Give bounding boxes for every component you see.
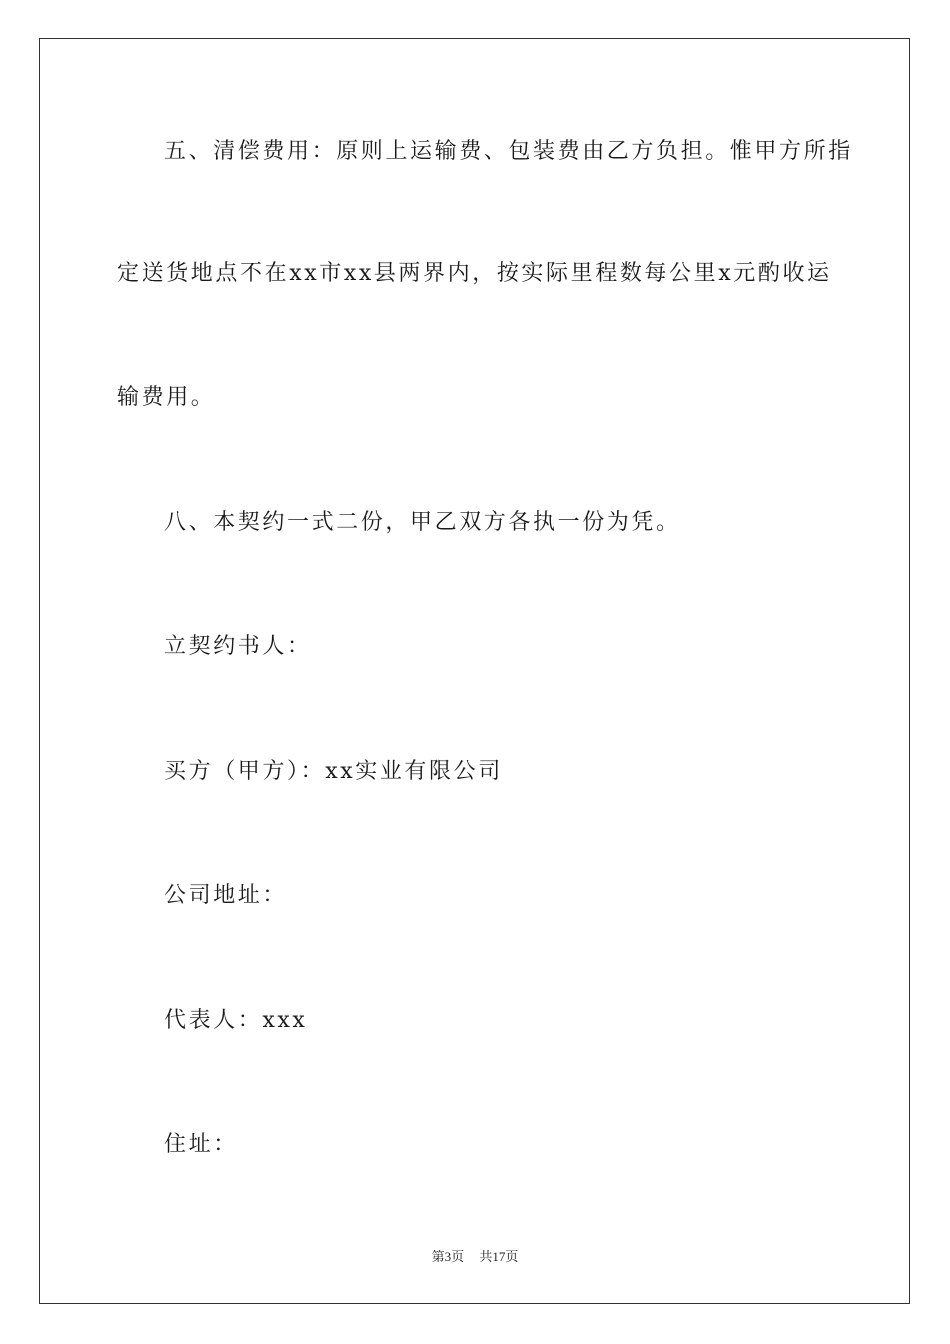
paragraph-5-line-2: 定送货地点不在xx市xx县两界内，按实际里程数每公里x元酌收运 xyxy=(117,261,832,286)
paragraph-8: 八、本契约一式二份，甲乙双方各执一份为凭。 xyxy=(164,510,681,535)
buyer-line: 买方（甲方）：xx实业有限公司 xyxy=(164,759,503,784)
signatories-heading: 立契约书人： xyxy=(164,634,312,659)
page-border xyxy=(39,38,910,1304)
company-address-line: 公司地址： xyxy=(164,883,288,908)
page-number: 第3页 xyxy=(431,1249,465,1264)
page-footer xyxy=(0,1246,950,1265)
total-pages: 共17页 xyxy=(479,1249,519,1264)
paragraph-5-line-1: 五、清偿费用：原则上运输费、包装费由乙方负担。惟甲方所指 xyxy=(164,139,853,164)
paragraph-5-line-3: 输费用。 xyxy=(117,385,216,410)
residence-line: 住址： xyxy=(164,1132,238,1157)
representative-line: 代表人：xxx xyxy=(164,1008,308,1033)
